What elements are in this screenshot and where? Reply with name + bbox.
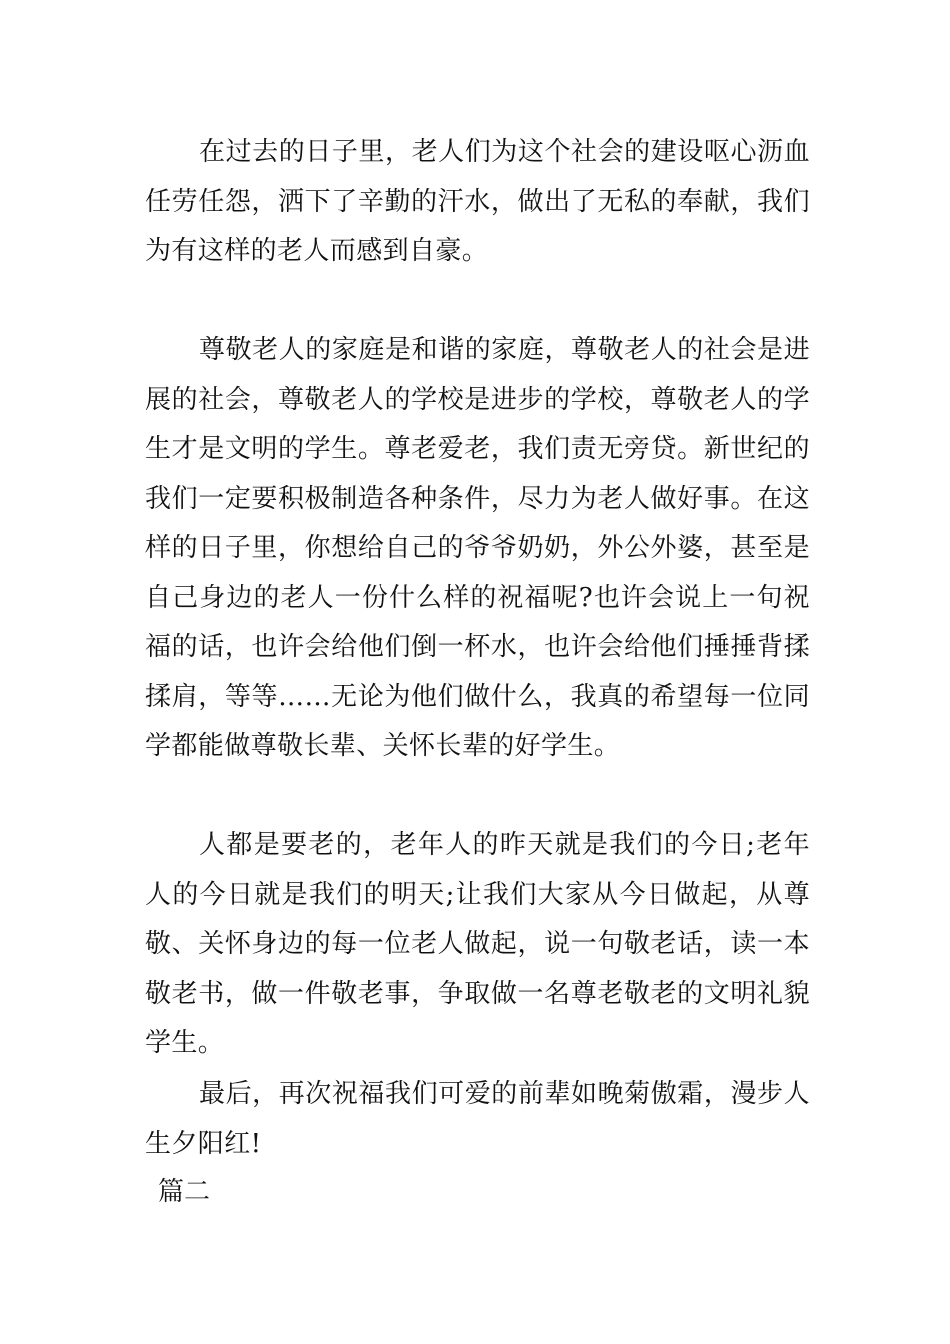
- section-heading: 篇二: [158, 1177, 211, 1207]
- paragraph-1: 在过去的日子里，老人们为这个社会的建设呕心沥血任劳任怨，洒下了辛勤的汗水，做出了无私的奉献，我们为有这样的老人而感到自豪。: [145, 137, 810, 266]
- paragraph-4: 最后，再次祝福我们可爱的前辈如晚菊傲霜，漫步人生夕阳红!: [145, 1079, 810, 1159]
- paragraph-2: 尊敬老人的家庭是和谐的家庭，尊敬老人的社会是进展的社会，尊敬老人的学校是进步的学校，尊敬老人的学生才是文明的学生。尊老爱老，我们责无旁贷。新世纪的我们一定要积极制造各种条件，尽力为老人做好事。在这样的日子里，你想给自己的爷爷奶奶，外公外婆，甚至是自己身边的老人一份什么样的祝福呢?也许会说上一句祝福的话，也许会给他们倒一杯水，也许会给他们捶捶背揉揉肩，等等……无论为他们做什么，我真的希望每一位同学都能做尊敬长辈、关怀长辈的好学生。: [145, 335, 810, 761]
- paragraph-3: 人都是要老的，老年人的昨天就是我们的今日;老年人的今日就是我们的明天;让我们大家从今日做起，从尊敬、关怀身边的每一位老人做起，说一句敬老话，读一本敬老书，做一件敬老事，争取做一名尊老敬老的文明礼貌学生。: [145, 830, 810, 1058]
